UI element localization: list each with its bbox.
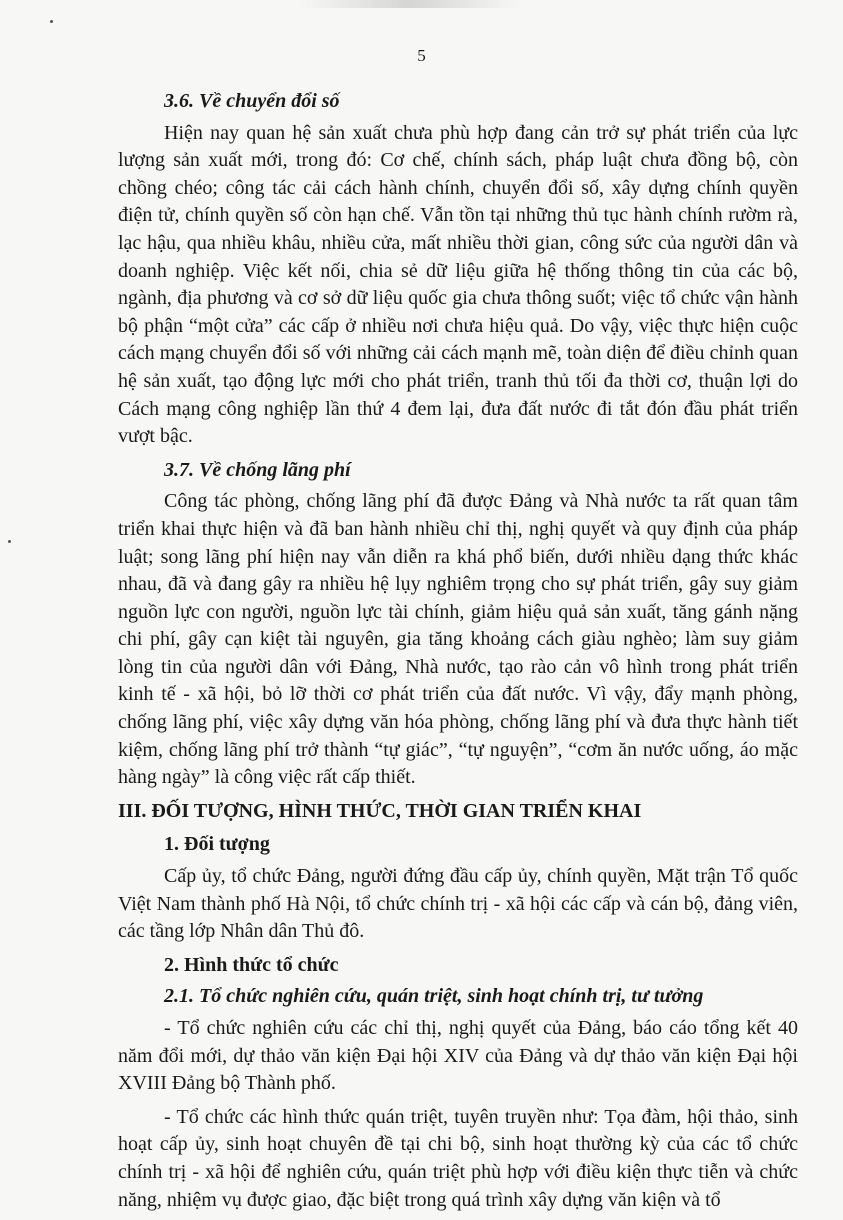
- part-heading-iii: III. ĐỐI TƯỢNG, HÌNH THỨC, THỜI GIAN TRIỂN KHAI: [118, 799, 642, 822]
- page-number: 5: [417, 46, 426, 65]
- document-body: [118, 88, 798, 1220]
- heading-hinh-thuc: 2. Hình thức tổ chức: [164, 953, 339, 976]
- scan-dot: [8, 540, 11, 543]
- section-title-3-6: 3.6. Về chuyển đổi số: [164, 90, 340, 112]
- heading-doi-tuong: 1. Đối tượng: [164, 833, 270, 856]
- section-body-3-7: Công tác phòng, chống lãng phí đã được Đảng và Nhà nước ta rất quan tâm triển khai thực hiện và đã ban hành nhiều chỉ thị, nghị quyết và quy định của pháp luật; song lãng phí hiện nay vẫn diễn ra khá phổ biến, dưới nhiều dạng thức khác nhau, đã và đang gây ra nhiều hệ lụy nghiêm trọng cho sự phát triển, gây suy giảm nguồn lực con người, nguồn lực tài chính, giảm hiệu quả sản xuất, tăng gánh nặng chi phí, gây cạn kiệt tài nguyên, gia tăng khoảng cách giàu nghèo; làm suy giảm lòng tin của người dân với Đảng, Nhà nước, tạo rào cản vô hình trong phát triển kinh tế - xã hội, bỏ lỡ thời cơ phát triển của đất nước. Vì vậy, đẩy mạnh phòng, chống lãng phí, việc xây dựng văn hóa phòng, chống lãng phí và đưa thực hành tiết kiệm, chống lãng phí trở thành “tự giác”, “tự nguyện”, “cơm ăn nước uống, áo mặc hàng ngày” là công việc rất cấp thiết.: [118, 490, 798, 789]
- scan-artifact: [300, 0, 520, 8]
- section-title-3-7: 3.7. Về chống lãng phí: [164, 458, 351, 481]
- bullet-quan-triet: - Tổ chức các hình thức quán triệt, tuyên truyền như: Tọa đàm, hội thảo, sinh hoạt cấp ủy, sinh hoạt chuyên đề tại chi bộ, sinh hoạt thường kỳ của các tổ chức chính trị - xã hội để nghiên cứu, quán triệt phù hợp với điều kiện thực tiễn và chức năng, nhiệm vụ được giao, đặc biệt trong quá trình xây dựng văn kiện và tổ: [118, 1105, 798, 1211]
- section-body-3-6: Hiện nay quan hệ sản xuất chưa phù hợp đang cản trở sự phát triển của lực lượng sản xuất mới, trong đó: Cơ chế, chính sách, pháp luật chưa đồng bộ, còn chồng chéo; công tác cải cách hành chính, chuyển đổi số, xây dựng chính quyền điện tử, chính quyền số còn hạn chế. Vẫn tồn tại những thủ tục hành chính rườm rà, lạc hậu, qua nhiều khâu, nhiều cửa, mất nhiều thời gian, công sức của người dân và doanh nghiệp. Việc kết nối, chia sẻ dữ liệu giữa hệ thống thông tin của các bộ, ngành, địa phương và cơ sở dữ liệu quốc gia chưa thông suốt; việc tổ chức vận hành bộ phận “một cửa” các cấp ở nhiều nơi chưa hiệu quả. Do vậy, việc thực hiện cuộc cách mạng chuyển đổi số với những cải cách mạnh mẽ, toàn diện để điều chỉnh quan hệ sản xuất, tạo động lực mới cho phát triển, tranh thủ tối đa thời cơ, thuận lợi do Cách mạng công nghiệp lần thứ 4 đem lại, đưa đất nước đi tắt đón đầu phát triển vượt bậc.: [118, 121, 798, 448]
- subheading-2-1: 2.1. Tổ chức nghiên cứu, quán triệt, sinh hoạt chính trị, tư tưởng: [164, 985, 704, 1008]
- scan-dot: [50, 20, 53, 23]
- bullet-nghien-cuu: - Tổ chức nghiên cứu các chỉ thị, nghị quyết của Đảng, báo cáo tổng kết 40 năm đổi mới, dự thảo văn kiện Đại hội XIV của Đảng và dự thảo văn kiện Đại hội XVIII Đảng bộ Thành phố.: [118, 1017, 798, 1095]
- doi-tuong-body: Cấp ủy, tổ chức Đảng, người đứng đầu cấp ủy, chính quyền, Mặt trận Tổ quốc Việt Nam thành phố Hà Nội, tổ chức chính trị - xã hội các cấp và cán bộ, đảng viên, các tầng lớp Nhân dân Thủ đô.: [118, 865, 798, 943]
